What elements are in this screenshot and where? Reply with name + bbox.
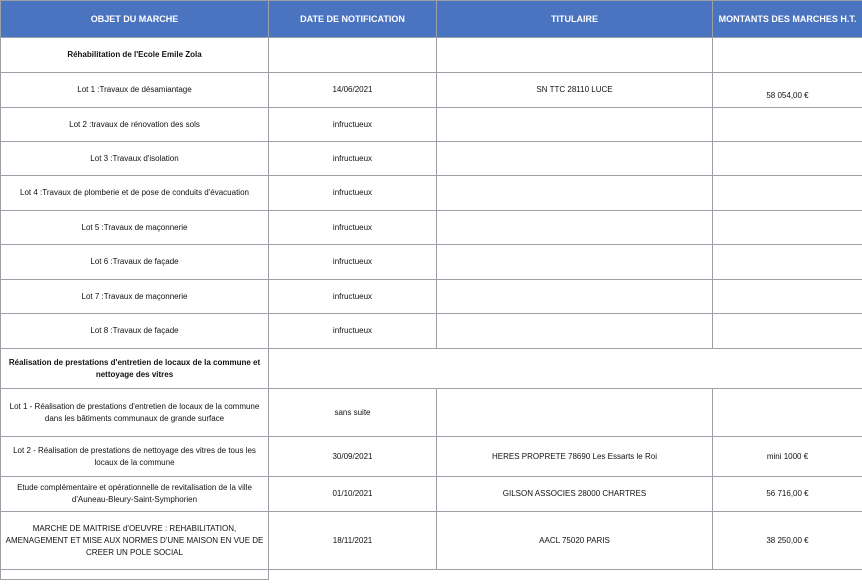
cell-montant [713,389,862,437]
cell-titulaire [437,280,713,314]
cell-date: infructueux [269,108,437,142]
cell-montant: 56 716,00 € [713,477,862,512]
section-title-entretien: Réalisation de prestations d'entretien de locaux de la commune et nettoyage des vitres [1,349,269,389]
cell-montant [713,176,862,211]
cell-objet: MARCHE DE MAITRISE d'OEUVRE : REHABILITATION, AMENAGEMENT ET MISE AUX NORMES D'UNE MAISON EN VUE DE CREER UN POLE SOCIAL [1,512,269,570]
table-row [1,477,862,512]
cell-objet: Lot 2 - Réalisation de prestations de nettoyage des vitres de tous les locaux de la commune [1,437,269,477]
cell-titulaire [437,245,713,280]
cell-empty [1,570,269,580]
table-row [1,38,862,73]
cell-empty [437,570,713,580]
cell-montant: mini 1000 € [713,437,862,477]
cell-empty [269,570,437,580]
cell-montant [713,108,862,142]
cell-date: 18/11/2021 [269,512,437,570]
table-row [1,108,862,142]
table-row [1,176,862,211]
header-montant: MONTANTS DES MARCHES H.T. [713,1,862,38]
cell-date: infructueux [269,176,437,211]
cell-titulaire [437,108,713,142]
cell-objet: Lot 2 :travaux de rénovation des sols [1,108,269,142]
cell-montant [713,211,862,245]
cell-empty [713,570,862,580]
cell-titulaire [437,389,713,437]
cell-objet: Lot 8 :Travaux de façade [1,314,269,349]
cell-objet: Lot 4 :Travaux de plomberie et de pose de conduits d'évacuation [1,176,269,211]
cell-montant [713,314,862,349]
cell-objet: Lot 3 :Travaux d'isolation [1,142,269,176]
cell-empty-span [269,349,862,389]
cell-titulaire [437,176,713,211]
cell-date: sans suite [269,389,437,437]
table-row [1,280,862,314]
cell-titulaire [437,314,713,349]
cell-titulaire [437,38,713,73]
table-row-partial [1,570,862,580]
cell-montant: 58 054,00 € [713,73,862,108]
cell-objet: Lot 1 :Travaux de désamiantage [1,73,269,108]
header-objet: OBJET DU MARCHE [1,1,269,38]
cell-montant [713,38,862,73]
table-row [1,437,862,477]
cell-titulaire [437,142,713,176]
cell-date: 30/09/2021 [269,437,437,477]
table-row [1,349,862,389]
cell-titulaire: GILSON ASSOCIES 28000 CHARTRES [437,477,713,512]
section-title-ecole: Réhabilitation de l'Ecole Emile Zola [1,38,269,73]
table-row [1,73,862,108]
cell-objet: Lot 1 - Réalisation de prestations d'entretien de locaux de la commune dans les bâtiments communaux de grande surface [1,389,269,437]
cell-titulaire: SN TTC 28110 LUCE [437,73,713,108]
table-row [1,314,862,349]
table-row [1,512,862,570]
cell-date: infructueux [269,245,437,280]
header-titulaire: TITULAIRE [437,1,713,38]
cell-date: 01/10/2021 [269,477,437,512]
cell-date: 14/06/2021 [269,73,437,108]
cell-montant: 38 250,00 € [713,512,862,570]
cell-date [269,38,437,73]
cell-titulaire: HERES PROPRETE 78690 Les Essarts le Roi [437,437,713,477]
cell-montant [713,245,862,280]
cell-date: infructueux [269,211,437,245]
cell-date: infructueux [269,142,437,176]
cell-montant [713,142,862,176]
cell-objet: Lot 5 :Travaux de maçonnerie [1,211,269,245]
table-row [1,142,862,176]
cell-date: infructueux [269,314,437,349]
table-row [1,389,862,437]
cell-montant [713,280,862,314]
cell-objet: Lot 7 :Travaux de maçonnerie [1,280,269,314]
table-row [1,211,862,245]
cell-objet: Etude complémentaire et opérationnelle de revitalisation de la ville d'Auneau-Bleury-Saint-Symphorien [1,477,269,512]
table-row [1,245,862,280]
cell-titulaire: AACL 75020 PARIS [437,512,713,570]
cell-titulaire [437,211,713,245]
cell-objet: Lot 6 :Travaux de façade [1,245,269,280]
header-date: DATE DE NOTIFICATION [269,1,437,38]
cell-date: infructueux [269,280,437,314]
table-header-row [1,1,862,38]
